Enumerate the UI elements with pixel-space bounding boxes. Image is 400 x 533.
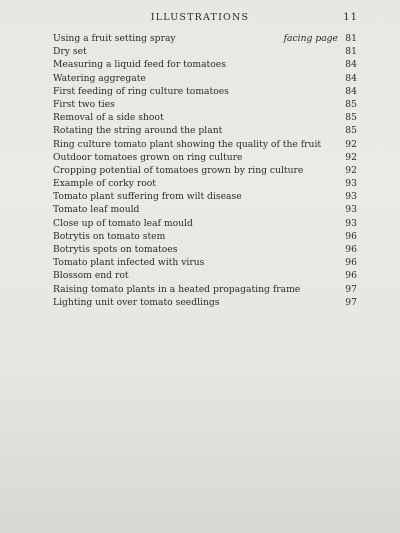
- list-item: [53, 58, 357, 71]
- list-item: [53, 203, 357, 216]
- list-item: [53, 151, 357, 164]
- illustration-page-number: 96: [345, 257, 357, 269]
- illustration-title: Blossom end rot: [53, 270, 129, 282]
- illustration-title: First feeding of ring culture tomatoes: [53, 85, 229, 97]
- illustration-title: Outdoor tomatoes grown on ring culture: [53, 151, 243, 163]
- illustration-title: Raising tomato plants in a heated propagating frame: [53, 283, 301, 295]
- list-item: [53, 190, 357, 203]
- illustration-page-number: 81: [345, 33, 357, 44]
- list-item: [53, 85, 357, 98]
- list-item: [53, 98, 357, 111]
- illustration-page-number: 93: [345, 191, 357, 203]
- illustration-page-number: 96: [345, 244, 357, 255]
- list-item: [53, 217, 357, 230]
- illustration-page-number: 96: [345, 270, 357, 282]
- illustrations-list: [53, 32, 357, 309]
- illustration-page-number: 93: [345, 217, 357, 229]
- illustration-title: Measuring a liquid feed for tomatoes: [53, 59, 226, 71]
- illustration-title: Ring culture tomato plant showing the quality of the fruit: [53, 138, 322, 150]
- illustration-page-number: 97: [345, 283, 357, 295]
- list-item: [53, 177, 357, 190]
- page-header: [0, 12, 400, 28]
- list-item: [53, 283, 357, 296]
- illustration-title: Botrytis spots on tomatoes: [53, 244, 178, 255]
- list-item: [53, 32, 357, 45]
- illustration-page-number: 97: [345, 296, 357, 308]
- list-item: [53, 138, 357, 151]
- illustration-page-number: 93: [345, 178, 357, 190]
- illustration-page-number: 92: [345, 151, 357, 163]
- facing-page-label: facing page: [283, 33, 338, 44]
- list-item: [53, 269, 357, 282]
- illustration-title: Example of corky root: [53, 178, 157, 190]
- list-item: [53, 72, 357, 85]
- illustration-title: First two ties: [53, 98, 115, 110]
- illustration-page-number: 85: [345, 125, 357, 137]
- illustration-title: Watering aggregate: [53, 72, 146, 84]
- list-item: [53, 111, 357, 124]
- illustration-title: Tomato leaf mould: [53, 204, 140, 216]
- illustration-title: Cropping potential of tomatoes grown by ring culture: [53, 164, 304, 176]
- illustration-page-number: 92: [345, 138, 357, 150]
- running-title: ILLUSTRATIONS: [150, 12, 250, 23]
- list-item: [53, 45, 357, 58]
- list-item: [53, 256, 357, 269]
- illustration-page-number: 93: [345, 204, 357, 216]
- illustration-page-number: 96: [345, 230, 357, 242]
- illustration-title: Botrytis on tomato stem: [53, 230, 166, 242]
- page-number: 11: [343, 12, 358, 23]
- list-item: [53, 230, 357, 243]
- illustration-page-number: 84: [345, 59, 357, 71]
- illustration-page-number: 85: [345, 112, 357, 124]
- illustration-title: Lighting unit over tomato seedlings: [53, 296, 220, 308]
- illustration-title: Dry set: [53, 46, 87, 58]
- illustration-page-number: 84: [345, 72, 357, 84]
- illustration-title: Removal of a side shoot: [53, 112, 164, 124]
- illustration-title: Tomato plant infected with virus: [53, 257, 205, 269]
- illustration-title: Using a fruit setting spray: [53, 33, 176, 44]
- list-item: [53, 164, 357, 177]
- illustration-page-number: 81: [345, 46, 357, 58]
- illustration-page-number: 92: [345, 164, 357, 176]
- list-item: [53, 243, 357, 256]
- list-item: [53, 296, 357, 309]
- illustration-page-number: 84: [345, 85, 357, 97]
- list-item: [53, 124, 357, 137]
- illustration-title: Close up of tomato leaf mould: [53, 217, 193, 229]
- illustration-page-number: 85: [345, 98, 357, 110]
- illustration-title: Tomato plant suffering from wilt disease: [53, 191, 242, 203]
- illustration-title: Rotating the string around the plant: [53, 125, 223, 137]
